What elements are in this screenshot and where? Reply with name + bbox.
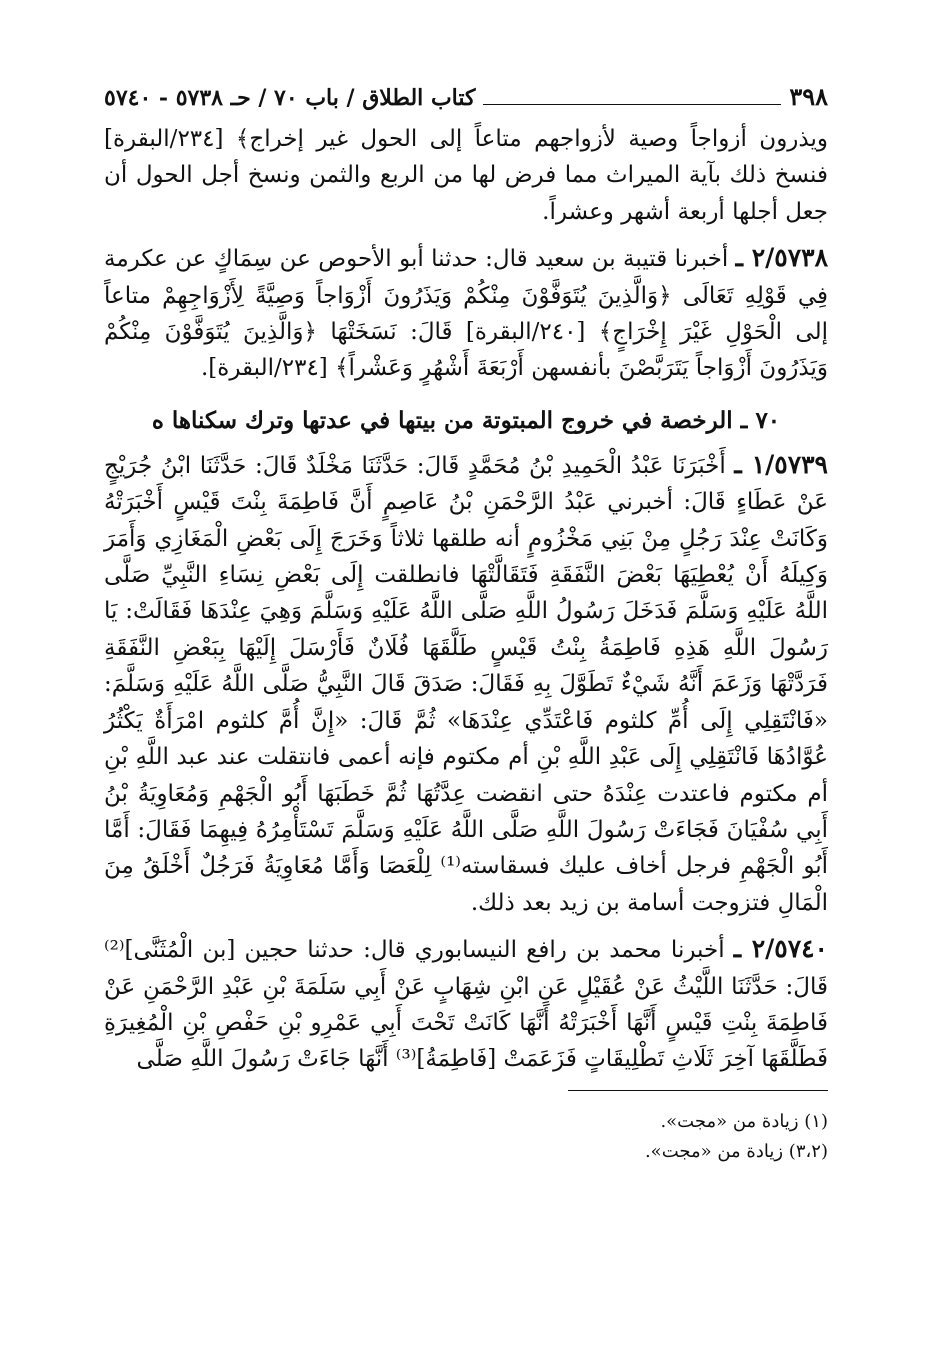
- continuation-paragraph: ويذرون أزواجاً وصية لأزواجهم متاعاً إلى الحول غير إخراج﴾ [٢٣٤/البقرة] فنسخ ذلك بآية الميراث مما فرض لها من الربع والثمن ونسخ أجل الحول أن جعل أجلها أربعة أشهر وعشراً.: [104, 126, 828, 225]
- footnote-1: (١) زيادة من «مجت».: [660, 1110, 828, 1132]
- hadith-paragraph-5740: [104, 931, 828, 1078]
- hadith-number: ٢/٥٧٣٨ ـ: [735, 243, 829, 273]
- hadith-text: أخبرنا قتيبة بن سعيد قال: حدثنا أبو الأحوص عن سِمَاكٍ عن عكرمة فِي قَوْلِهِ تَعَالَى ﴿وَالَّذِينَ يُتَوَفَّوْنَ مِنْكُمْ وَيَذَرُونَ أَزْوَاجاً وَصِيَّةً لِأَزْوَاجِهِمْ متاعاً إلى الْحَوْلِ غَيْرَ إِخْرَاجٍ﴾ [٢٤٠/البقرة] قَالَ: نَسَخَتْهَا ﴿وَالَّذِينَ يُتَوَفَّوْنَ مِنْكُمْ وَيَذَرُونَ أَزْوَاجاً يَتَرَبَّصْنَ بأنفسهن أَرْبَعَةَ أَشْهُرٍ وَعَشْراً﴾ [٢٣٤/البقرة].: [104, 246, 828, 382]
- hadith-text: أخبرنا محمد بن رافع النيسابوري قال: حدثنا حجين [بن الْمُثَنَّى]⁽²⁾ قَالَ: حَدَّثَنَا اللَّيْثُ عَنْ عُقَيْلٍ عَنِ ابْنِ شِهَابٍ عَنْ أَبِي سَلَمَةَ بْنِ عَبْدِ الرَّحْمَنِ عَنْ فَاطِمَةَ بِنْتِ قَيْسٍ أَنَّهَا أَخْبَرَتْهُ أَنَّهَا كَانَتْ تَحْتَ أَبِي عَمْرِو بْنِ حَفْصِ بْنِ الْمُغِيرَةِ فَطَلَّقَهَا آخِرَ ثَلَاثِ تَطْلِيقَاتٍ فَزَعَمَتْ [فَاطِمَةُ]⁽³⁾ أَنَّهَا جَاءَتْ رَسُولَ اللَّهِ صَلَّى: [104, 937, 828, 1073]
- hadith-paragraph-5738: [104, 240, 828, 387]
- hadith-number: ١/٥٧٣٩ ـ: [734, 449, 828, 479]
- running-title: كتاب الطلاق / باب ٧٠ / حـ ٥٧٣٨ - ٥٧٤٠: [104, 85, 476, 111]
- chapter-title: ٧٠ ـ الرخصة في خروج المبتوتة من بيتها في عدتها وترك سكناها ه: [151, 406, 781, 434]
- footnotes: [104, 1107, 828, 1167]
- header-rule: [483, 104, 781, 105]
- footnote-divider: [568, 1090, 828, 1091]
- footnote-2-3: (٣،٢) زيادة من «مجت».: [644, 1140, 828, 1162]
- hadith-number: ٢/٥٧٤٠ ـ: [733, 934, 828, 964]
- running-header: [104, 84, 828, 111]
- page-number: ٣٩٨: [789, 82, 828, 111]
- hadith-text: أَخْبَرَنَا عَبْدُ الْحَمِيدِ بْنُ مُحَمَّدٍ قَالَ: حَدَّثَنَا مَخْلَدٌ قَالَ: حَدَّثَنَا ابْنُ جُرَيْجٍ عَنْ عَطَاءٍ قَالَ: أخبرني عَبْدُ الرَّحْمَنِ بْنُ عَاصِمٍ أَنَّ فَاطِمَةَ بِنْتَ قَيْسٍ أَخْبَرَتْهُ وَكَانَتْ عِنْدَ رَجُلٍ مِنْ بَنِي مَخْزُومٍ أنه طلقها ثلاثاً وَخَرَجَ إِلَى بَعْضِ الْمَغَازِي وَأَمَرَ وَكِيلَهُ أَنْ يُعْطِيَهَا بَعْضَ النَّفَقَةِ فَتَقَالَّتْهَا فانطلقت إِلَى بَعْضِ نِسَاءِ النَّبِيِّ صَلَّى اللَّهُ عَلَيْهِ وَسَلَّمَ فَدَخَلَ رَسُولُ اللَّهِ صَلَّى اللَّهُ عَلَيْهِ وَسَلَّمَ وَهِيَ عِنْدَهَا فَقَالَتْ: يَا رَسُولَ اللَّهِ هَذِهِ فَاطِمَةُ بِنْتُ قَيْسٍ طَلَّقَهَا فُلَانٌ فَأَرْسَلَ إِلَيْهَا بِبَعْضِ النَّفَقَةِ فَرَدَّتْهَا وَزَعَمَ أَنَّهُ شَيْءٌ تَطَوَّلَ بِهِ فَقَالَ: صَدَقَ قَالَ النَّبِيُّ صَلَّى اللَّهُ عَلَيْهِ وَسَلَّمَ: «فَانْتَقِلِي إِلَى أُمِّ كلثوم فَاعْتَدِّي عِنْدَهَا» ثُمَّ قَالَ: «إِنَّ أُمَّ كلثوم امْرَأَةٌ يَكْثُرُ عُوَّادُهَا فَانْتَقِلِي إِلَى عَبْدِ اللَّهِ بْنِ أم مكتوم فإنه أعمى فانتقلت عند عبد اللَّهِ بْنِ أم مكتوم فاعتدت عِنْدَهُ حتى انقضت عِدَّتُهَا ثُمَّ خَطَبَهَا أَبُو الْجَهْمِ وَمُعَاوِيَةُ بْنُ أَبِي سُفْيَانَ فَجَاءَتْ رَسُولَ اللَّهِ صَلَّى اللَّهُ عَلَيْهِ وَسَلَّمَ تَسْتَأْمِرُهُ فِيهِمَا فَقَالَ: أَمَّا أَبُو الْجَهْمِ فرجل أخاف عليك فسقاسته⁽¹⁾ لِلْعَصَا وَأَمَّا مُعَاوِيَةُ فَرَجُلٌ أَخْلَقُ مِنَ الْمَالِ فتزوجت أسامة بن زيد بعد ذلك.: [104, 452, 828, 916]
- hadith-paragraph-5739: [104, 447, 828, 921]
